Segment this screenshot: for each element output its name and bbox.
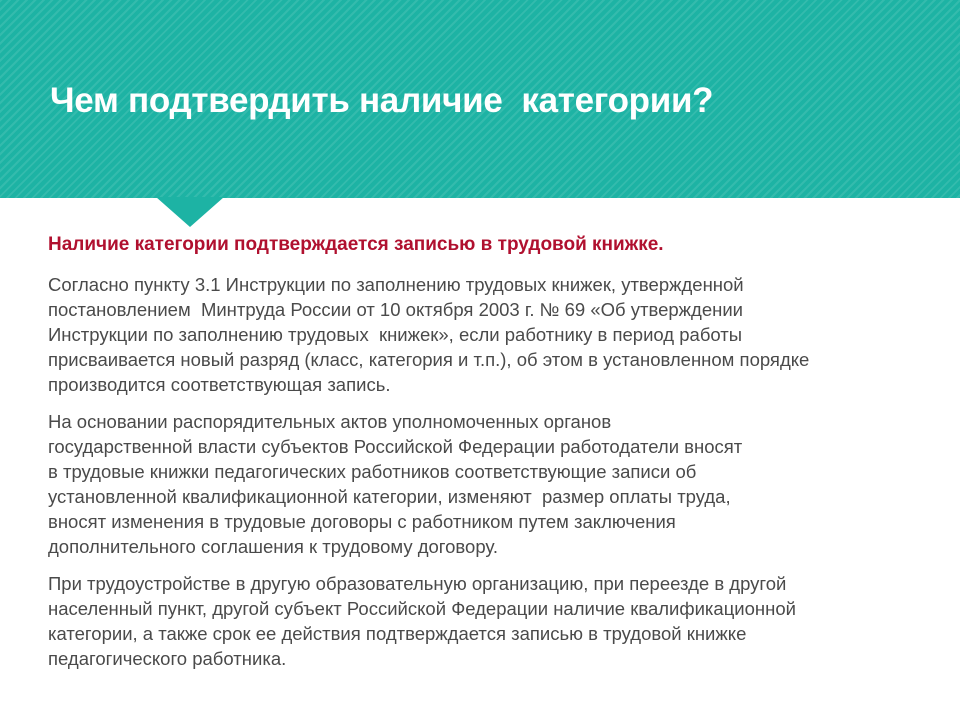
text-line: Согласно пункту 3.1 Инструкции по заполнению трудовых книжек, утвержденной	[48, 274, 744, 295]
paragraph-transfer	[48, 571, 928, 671]
header-banner	[0, 0, 960, 198]
text-line: На основании распорядительных актов уполномоченных органов	[48, 411, 612, 432]
text-line: педагогического работника.	[48, 648, 287, 669]
text-line: установленной квалификационной категории, изменяют размер оплаты труда,	[48, 486, 731, 507]
slide-title: Чем подтвердить наличие категории?	[50, 81, 714, 120]
paragraph-employers	[48, 409, 928, 559]
text-line: Инструкции по заполнению трудовых книжек», если работнику в период работы	[48, 324, 743, 345]
text-line: присваивается новый разряд (класс, категория и т.п.), об этом в установленном порядке	[48, 349, 810, 370]
text-line: дополнительного соглашения к трудовому договору.	[48, 536, 498, 557]
text-line: постановлением Минтруда России от 10 октября 2003 г. № 69 «Об утверждении	[48, 299, 744, 320]
text-line: При трудоустройстве в другую образовательную организацию, при переезде в другой	[48, 573, 787, 594]
text-line: населенный пункт, другой субъект Российской Федерации наличие квалификационной	[48, 598, 796, 619]
text-line: государственной власти субъектов Российской Федерации работодатели вносят	[48, 436, 743, 457]
paragraph-instruction	[48, 272, 928, 397]
text-line: категории, а также срок ее действия подтверждается записью в трудовой книжке	[48, 623, 747, 644]
header-pointer	[156, 197, 224, 227]
slide-body	[48, 232, 928, 683]
text-line: производится соответствующая запись.	[48, 374, 391, 395]
text-line: в трудовые книжки педагогических работников соответствующие записи об	[48, 461, 697, 482]
lead-statement: Наличие категории подтверждается записью в трудовой книжке.	[48, 234, 664, 255]
text-line: вносят изменения в трудовые договоры с работником путем заключения	[48, 511, 676, 532]
